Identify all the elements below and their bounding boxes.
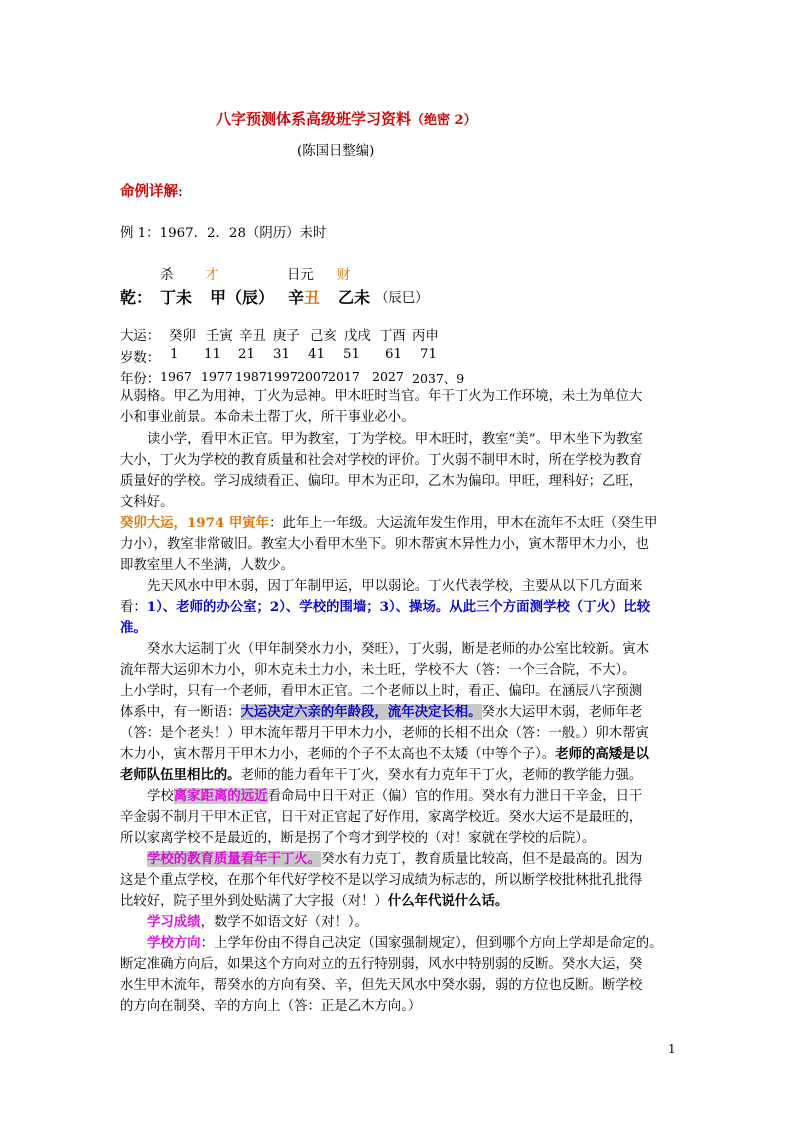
bazi-chart bbox=[120, 285, 152, 308]
age-item: 51 bbox=[343, 347, 361, 362]
dayun-item: 癸卯 bbox=[169, 329, 196, 344]
para-8-highlight: 学习成绩 bbox=[147, 914, 201, 930]
pillar-day-branch: 丑 bbox=[304, 288, 321, 307]
para-5-line bbox=[120, 765, 642, 786]
title-suffix: （绝密 2） bbox=[411, 113, 477, 128]
pillar-day-stem: 辛 bbox=[288, 288, 305, 307]
year-item: 1977 bbox=[201, 369, 233, 384]
para-6-line: 所以家离学校不是最近的，断是拐了个弯才到学校的（对！家就在学校的后院）。 bbox=[120, 831, 596, 846]
title-main: 八字预测体系高级班学习资料 bbox=[216, 110, 412, 128]
para-7-bold: 什么年代说什么话。 bbox=[387, 893, 509, 909]
example-line: 例 1：1967．2．28（阴历）未时 bbox=[120, 226, 327, 241]
para-7-line bbox=[147, 849, 642, 870]
compiler-note: (陈国日整编) bbox=[297, 144, 375, 159]
dayun-item: 辛丑 bbox=[239, 329, 266, 344]
section-heading-text: 命例详解 bbox=[120, 183, 178, 200]
para-5-line bbox=[120, 702, 642, 723]
chart-note: （辰巳） bbox=[375, 291, 429, 306]
para-9-line: 水生甲木流年，帮癸水的方向有癸、辛，但先天风水中癸水弱，弱的方位也反断。断学校 bbox=[120, 978, 643, 993]
para-7-line bbox=[120, 891, 508, 912]
age-item: 21 bbox=[238, 347, 256, 362]
para-8-line bbox=[147, 912, 368, 933]
para-3-line bbox=[120, 513, 657, 534]
page-number: 1 bbox=[668, 1042, 676, 1056]
year-item: 2007 bbox=[297, 369, 329, 384]
god-cai-2: 财 bbox=[337, 268, 351, 283]
para-5-line: 流年帮大运卯木力小，卯木克未土力小，未土旺，学校不大（答：一个三合院，不大）。 bbox=[120, 663, 636, 678]
page-title bbox=[216, 108, 477, 129]
age-item: 11 bbox=[204, 347, 222, 362]
para-9-text: ：上学年份由不得自己决定（国家强制规定），但到哪个方向上学却是命定的。 bbox=[200, 936, 663, 951]
year-item: 2027 bbox=[372, 369, 404, 384]
para-7-highlight: 学校的教育质量看年干丁火。 bbox=[147, 851, 322, 867]
dayun-item: 己亥 bbox=[310, 329, 337, 344]
dayun-item: 壬寅 bbox=[206, 329, 233, 344]
para-5-line: 上小学时，只有一个老师，看甲木正官。二个老师以上时，看正、偏印。在涵辰八字预测 bbox=[120, 684, 643, 699]
para-4-line: 准。 bbox=[120, 620, 147, 636]
para-1-line: 小和事业前景。本命未土帮丁火，所干事业必小。 bbox=[120, 410, 415, 425]
year-label: 年份： bbox=[120, 372, 161, 387]
age-item: 41 bbox=[308, 347, 326, 362]
age-item: 61 bbox=[385, 347, 403, 362]
para-8-text: ，数学不如语文好（对！）。 bbox=[200, 915, 368, 930]
para-1-line: 从弱格。甲乙为用神，丁火为忌神。甲木旺时当官。年干丁火为工作环境，未土为单位大 bbox=[120, 389, 643, 404]
section-heading bbox=[120, 180, 183, 201]
para-5-text: 体系中，有一断语： bbox=[120, 705, 241, 720]
god-riyuan: 日元 bbox=[287, 268, 314, 283]
para-3-line: 力小），教室非常破旧。教室大小看甲木坐下。卯木帮寅木异性力小，寅木帮甲木力小，也 bbox=[120, 537, 649, 552]
para-4-line bbox=[120, 597, 650, 618]
para-5-rule: 大运决定六亲的年龄段，流年决定长相。 bbox=[240, 704, 482, 720]
age-item: 71 bbox=[420, 347, 438, 362]
dayun-item: 丙申 bbox=[412, 329, 439, 344]
para-3-heading: 癸卯大运，1974 甲寅年 bbox=[120, 515, 270, 531]
para-4-lead: 看： bbox=[120, 600, 147, 615]
dayun-item: 丁酉 bbox=[379, 329, 406, 344]
dayun-item: 庚子 bbox=[273, 329, 300, 344]
para-7-line: 这是个重点学校，在那个年代好学校不是以学习成绩为标志的，所以断学校批林批孔批得 bbox=[120, 873, 643, 888]
qian-label: 乾： bbox=[120, 288, 153, 307]
para-9-line: 的方向在制癸、辛的方向上（答：正是乙木方向。） bbox=[120, 999, 422, 1014]
para-9-line bbox=[147, 933, 663, 954]
year-item: 1997 bbox=[266, 369, 298, 384]
age-item: 1 bbox=[170, 347, 179, 362]
para-2-line: 读小学，看甲木正官。甲为教室，丁为学校。甲木旺时，教室“美”。甲木坐下为教室 bbox=[147, 432, 643, 447]
age-label: 岁数： bbox=[120, 351, 161, 366]
para-7-text: 比较好，院子里外到处贴满了大字报（对！） bbox=[120, 894, 388, 909]
age-item: 31 bbox=[273, 347, 291, 362]
para-6-line bbox=[147, 786, 642, 807]
year-item: 1967 bbox=[160, 369, 192, 384]
para-5-line: （答：是个老头！）甲木流年帮月干甲木力小，老师的长相不出众（答：一般。）卯木帮寅 bbox=[120, 726, 649, 741]
para-5-text: 癸水大运甲木弱，老师年老 bbox=[481, 705, 643, 720]
para-6-text: 学校 bbox=[147, 789, 174, 804]
para-2-line: 大小，丁火为学校的教育质量和社会对学校的评价。丁火弱不制甲木时，所在学校为教育 bbox=[120, 453, 643, 468]
para-4-line: 先天风水中甲木弱，因丁年制甲运，甲以弱论。丁火代表学校，主要从以下几方面来 bbox=[147, 579, 643, 594]
god-sha: 杀 bbox=[160, 268, 174, 283]
pillar-month: 甲（辰） bbox=[210, 288, 275, 307]
section-heading-colon: : bbox=[178, 184, 183, 200]
para-5-line bbox=[120, 744, 649, 765]
para-5-text: 木力小，寅木帮月干甲木力小，老师的个子不太高也不太矮（中等个子）。 bbox=[120, 747, 556, 762]
para-7-text: 癸水有力克丁，教育质量比较高，但不是最高的。因为 bbox=[321, 852, 643, 867]
year-item: 1987 bbox=[235, 369, 267, 384]
dayun-label: 大运： bbox=[120, 329, 161, 344]
para-3-line: 即教室里人不坐满，人数少。 bbox=[120, 558, 295, 573]
pillar-day bbox=[288, 285, 320, 308]
year-item: 2037、9 bbox=[412, 371, 465, 386]
para-4-highlight: 1）、老师的办公室；2）、学校的围墙；3）、操场。从此三个方面测学校（丁火）比较 bbox=[146, 599, 651, 615]
god-cai-1: 才 bbox=[205, 268, 219, 283]
para-3-text: ：此年上一年级。大运流年发生作用，甲木在流年不太旺（癸生甲 bbox=[269, 516, 658, 531]
para-5-text: 老师的能力看年干丁火，癸水有力克年干丁火，老师的教学能力强。 bbox=[240, 768, 643, 783]
para-9-highlight: 学校方向 bbox=[147, 935, 201, 951]
para-5-bold: 老师的高矮是以 bbox=[555, 746, 649, 762]
dayun-item: 戊戌 bbox=[344, 329, 371, 344]
para-2-line: 质量好的学校。学习成绩看正、偏印。甲木为正印，乙木为偏印。甲旺，理科好；乙旺， bbox=[120, 474, 643, 489]
pillar-year: 丁未 bbox=[160, 288, 193, 307]
year-item: 2017 bbox=[328, 369, 360, 384]
para-5-bold: 老师队伍里相比的。 bbox=[120, 767, 241, 783]
para-6-highlight: 离家距离的远近 bbox=[173, 788, 268, 804]
para-2-line: 文科好。 bbox=[120, 495, 174, 510]
para-9-line: 断定准确方向后，如果这个方向对立的五行特别弱，风水中特别弱的反断。癸水大运，癸 bbox=[120, 957, 643, 972]
para-6-line: 辛金弱不制月干甲木正官，日干对正官起了好作用，家离学校近。癸水大运不是最旺的， bbox=[120, 810, 643, 825]
pillar-hour: 乙未 bbox=[338, 288, 371, 307]
para-5-line: 癸水大运制丁火（甲年制癸水力小，癸旺），丁火弱，断是老师的办公室比较新。寅木 bbox=[147, 642, 650, 657]
para-6-text: 看命局中日干对正（偏）官的作用。癸水有力泄日干辛金，日干 bbox=[267, 789, 643, 804]
